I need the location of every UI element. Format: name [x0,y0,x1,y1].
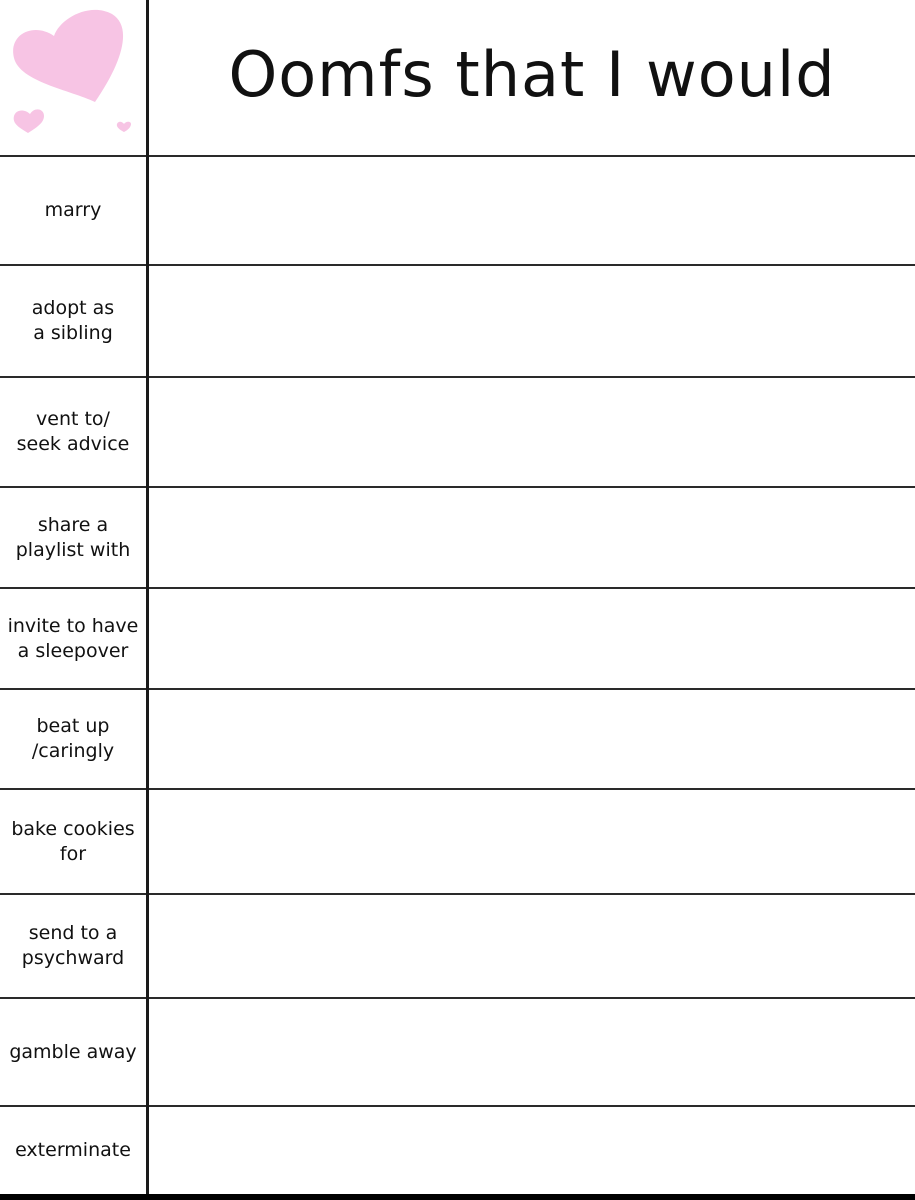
big-heart-icon [13,10,123,102]
row-label: beat up /caringly [31,715,115,762]
row-label: exterminate [15,1139,131,1161]
name-cell-beat-up[interactable] [149,690,915,788]
table-row-exterminate [0,1107,915,1194]
header [0,0,915,156]
heart-icon [0,0,146,156]
row-label: adopt as a sibling [31,297,115,344]
name-cell-exterminate[interactable] [149,1107,915,1194]
row-label: marry [44,199,102,221]
name-cell-sleepover[interactable] [149,589,915,688]
row-label: send to a psychward [21,922,125,969]
small-heart-icon [14,109,44,133]
name-cell-adopt[interactable] [149,266,915,376]
name-cell-gamble[interactable] [149,999,915,1105]
table-row-marry [0,157,915,264]
row-label: gamble away [9,1040,137,1063]
tiny-heart-icon [117,122,131,132]
table-row-playlist [0,488,915,587]
bottom-edge [0,1194,915,1200]
row-label: vent to/ seek advice [16,408,130,455]
name-cell-psychward[interactable] [149,895,915,997]
name-cell-vent[interactable] [149,378,915,486]
row-label: share a playlist with [15,513,131,561]
table-row-cookies [0,790,915,893]
table-row-gamble [0,999,915,1105]
page-title: Oomfs that I would [228,38,836,111]
name-cell-marry[interactable] [149,157,915,264]
name-cell-playlist[interactable] [149,488,915,587]
table-row-beat-up [0,690,915,788]
table-row-sleepover [0,589,915,688]
column-divider [146,0,149,1194]
table-row-adopt [0,266,915,376]
row-label: invite to have a sleepover [7,614,139,662]
row-label: bake cookies for [11,817,135,865]
table-row-psychward [0,895,915,997]
table-row-vent [0,378,915,486]
name-cell-cookies[interactable] [149,790,915,893]
